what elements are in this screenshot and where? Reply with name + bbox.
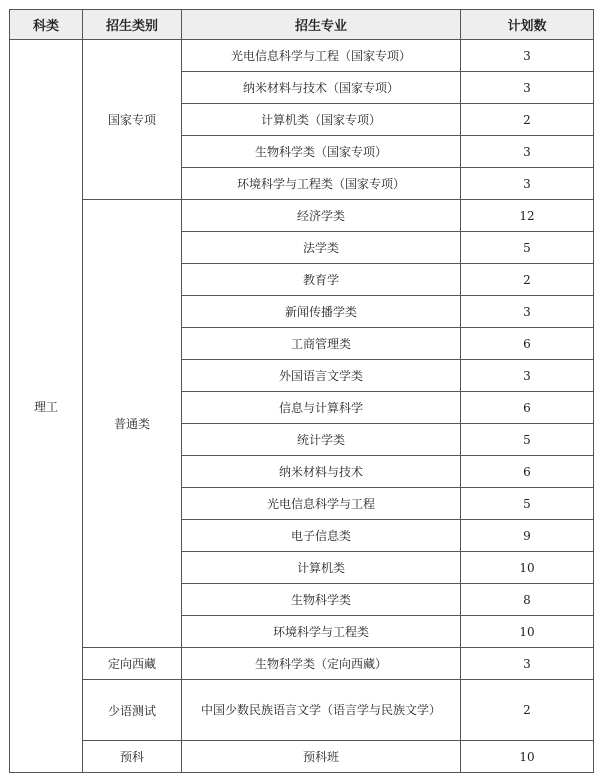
count-cell: 5 [461,488,594,520]
major-cell: 经济学类 [182,200,461,232]
count-cell: 10 [461,616,594,648]
major-cell: 光电信息科学与工程（国家专项） [182,40,461,72]
major-cell: 电子信息类 [182,520,461,552]
major-cell: 生物科学类（国家专项） [182,136,461,168]
header-category: 招生类别 [83,10,182,40]
major-cell: 计算机类 [182,552,461,584]
table-row [10,200,594,232]
major-cell: 光电信息科学与工程 [182,488,461,520]
category-cell: 预科 [83,741,182,773]
major-cell: 信息与计算科学 [182,392,461,424]
major-cell: 计算机类（国家专项） [182,104,461,136]
major-cell: 生物科学类 [182,584,461,616]
count-cell: 3 [461,168,594,200]
major-cell: 新闻传播学类 [182,296,461,328]
major-cell: 预科班 [182,741,461,773]
count-cell: 5 [461,424,594,456]
category-cell: 普通类 [83,200,182,648]
count-cell: 5 [461,232,594,264]
count-cell: 3 [461,296,594,328]
count-cell: 6 [461,328,594,360]
count-cell: 8 [461,584,594,616]
count-cell: 6 [461,392,594,424]
table-body [10,40,594,773]
count-cell: 10 [461,741,594,773]
major-cell: 生物科学类（定向西藏） [182,648,461,680]
table-row [10,648,594,680]
major-cell: 工商管理类 [182,328,461,360]
count-cell: 2 [461,680,594,741]
count-cell: 3 [461,360,594,392]
category-cell: 国家专项 [83,40,182,200]
major-cell: 环境科学与工程类（国家专项） [182,168,461,200]
count-cell: 6 [461,456,594,488]
major-cell: 环境科学与工程类 [182,616,461,648]
header-row [10,10,594,40]
major-cell: 外国语言文学类 [182,360,461,392]
count-cell: 10 [461,552,594,584]
count-cell: 2 [461,264,594,296]
header-count: 计划数 [461,10,594,40]
count-cell: 3 [461,40,594,72]
table-row [10,680,594,741]
major-cell: 纳米材料与技术 [182,456,461,488]
major-cell: 统计学类 [182,424,461,456]
major-cell: 教育学 [182,264,461,296]
table-row [10,741,594,773]
table-row [10,40,594,72]
major-cell: 中国少数民族语言文学（语言学与民族文学） [182,680,461,741]
count-cell: 12 [461,200,594,232]
category-cell: 少语测试 [83,680,182,741]
major-cell: 纳米材料与技术（国家专项） [182,72,461,104]
count-cell: 2 [461,104,594,136]
header-subject: 科类 [10,10,83,40]
count-cell: 3 [461,72,594,104]
header-major: 招生专业 [182,10,461,40]
subject-cell: 理工 [10,40,83,773]
major-cell: 法学类 [182,232,461,264]
category-cell: 定向西藏 [83,648,182,680]
count-cell: 3 [461,136,594,168]
enrollment-plan-table [9,9,594,773]
count-cell: 3 [461,648,594,680]
count-cell: 9 [461,520,594,552]
